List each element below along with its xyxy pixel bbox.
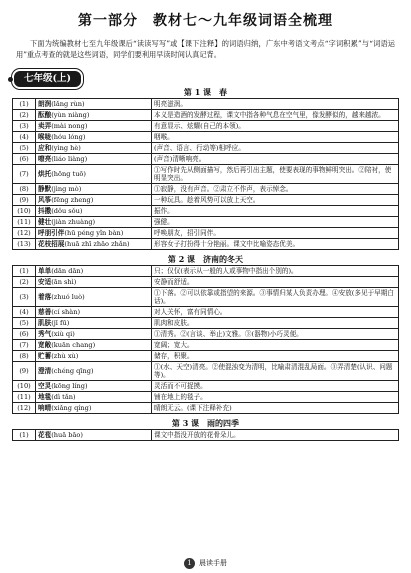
row-word: 秀气(xiù qi) [36,329,152,340]
row-number: (12) [13,228,36,239]
row-number: (2) [13,277,36,288]
table-row [13,307,399,318]
table-row [13,403,399,414]
row-number: (13) [13,239,36,250]
row-definition: 呼唤朋友，招引同伴。 [152,228,399,239]
table-row [13,154,399,165]
row-number: (5) [13,318,36,329]
row-definition: 安静而舒适。 [152,277,399,288]
row-definition: 一种玩具。趁着风势可以放上天空。 [152,195,399,206]
row-definition: ①清秀。②(言谈、举止)文雅。③(器物)小巧灵便。 [152,329,399,340]
row-word: 花苞(huā bāo) [36,430,152,441]
row-definition: 明亮滋润。 [152,99,399,110]
row-definition: 课文中指没开放的花骨朵儿。 [152,430,399,441]
page-title: 第一部分 教材七～九年级词语全梳理 [78,13,333,29]
row-number: (7) [13,165,36,184]
row-definition: 铺在地上的毯子。 [152,392,399,403]
row-definition: ①寂静，没有声音。②肃立不作声，表示悼念。 [152,184,399,195]
row-definition: 有意显示、炫耀(自己的本领)。 [152,121,399,132]
row-definition: 晴朗无云。(课下注释补充) [152,403,399,414]
row-word: 宽敞(kuān chang) [36,340,152,351]
table-row [13,362,399,381]
row-number: (2) [13,110,36,121]
row-word: 风筝(fēng zheng) [36,195,152,206]
table-row [13,329,399,340]
vocab-table [12,98,399,250]
row-word: 空灵(kōng líng) [36,381,152,392]
row-number: (3) [13,121,36,132]
row-number: (8) [13,351,36,362]
row-number: (9) [13,362,36,381]
row-word: 酝酿(yùn niàng) [36,110,152,121]
row-word: 抖擞(dǒu sǒu) [36,206,152,217]
row-definition: 储存，积聚。 [152,351,399,362]
row-definition: 本义是造酒的发酵过程，课文中指各种气息在空气里，像发酵似的，越来越浓。 [152,110,399,121]
page-footer [0,558,411,569]
table-row [13,132,399,143]
row-word: 安适(ān shì) [36,277,152,288]
row-definition: ①下落。②可以依靠或指望的来源。③事情归某人负责办理。④安放(多见于早期白话)。 [152,288,399,307]
table-row [13,381,399,392]
row-word: 慈善(cí shàn) [36,307,152,318]
row-definition: 宽阔；宽大。 [152,340,399,351]
table-row [13,195,399,206]
row-number: (1) [13,266,36,277]
table-row [13,430,399,441]
row-number: (10) [13,206,36,217]
grade-badge: 七年级(上) [12,69,83,89]
row-word: 静默(jìng mò) [36,184,152,195]
row-word: 地毯(dì tǎn) [36,392,152,403]
table-row [13,340,399,351]
table-row [13,318,399,329]
row-definition: 只；仅仅(表示从一般的人或事物中指出个别的)。 [152,266,399,277]
table-row [13,99,399,110]
row-number: (11) [13,392,36,403]
row-number: (12) [13,403,36,414]
row-definition: 咽喉。 [152,132,399,143]
row-word: 应和(yìng hè) [36,143,152,154]
lesson-title: 第 3 课 雨的四季 [171,418,240,428]
row-definition: 灵活而不可捉摸。 [152,381,399,392]
vocab-table [12,265,399,414]
table-row [13,217,399,228]
table-row [13,184,399,195]
lessons-container [0,86,411,441]
table-row [13,110,399,121]
row-number: (4) [13,132,36,143]
table-row [13,228,399,239]
table-row [13,165,399,184]
row-number: (1) [13,430,36,441]
table-row [13,277,399,288]
row-definition: (声音、语言、行动等)相呼应。 [152,143,399,154]
table-row [13,143,399,154]
row-word: 朗润(lǎng rùn) [36,99,152,110]
row-word: 花枝招展(huā zhī zhāo zhǎn) [36,239,152,250]
row-number: (11) [13,217,36,228]
row-definition: ①(水、天空)清亮。②使混浊变为清明，比喻肃清混乱局面。③弄清楚(认识、问题等)。 [152,362,399,381]
row-number: (10) [13,381,36,392]
row-word: 嘹亮(liáo liàng) [36,154,152,165]
row-number: (4) [13,307,36,318]
row-number: (1) [13,99,36,110]
page-number: 1 [184,558,195,569]
table-row [13,351,399,362]
vocab-table [12,429,399,441]
footer-label: 晨读手册 [199,559,227,567]
row-definition: (声音)清晰响亮。 [152,154,399,165]
table-row [13,392,399,403]
row-definition: ①写作时先从侧面描写，然后再引出主题，使要表现的事物鲜明突出。②陪衬，使明显突出。 [152,165,399,184]
row-word: 着落(zhuó luò) [36,288,152,307]
table-row [13,239,399,250]
row-number: (6) [13,329,36,340]
row-number: (8) [13,184,36,195]
row-number: (6) [13,154,36,165]
table-row [13,266,399,277]
row-word: 响晴(xiǎng qíng) [36,403,152,414]
row-word: 贮蓄(zhù xù) [36,351,152,362]
grade-row [12,66,411,84]
row-number: (3) [13,288,36,307]
row-definition: 肌肉和皮肤。 [152,318,399,329]
row-definition: 强健。 [152,217,399,228]
row-word: 烘托(hōng tuō) [36,165,152,184]
table-row [13,206,399,217]
row-word: 卖弄(mài nong) [36,121,152,132]
row-definition: 形容女子打扮得十分艳丽。课文中比喻姿态优美。 [152,239,399,250]
row-word: 单单(dān dān) [36,266,152,277]
intro-paragraph: 下面为统编教材七至九年级课后“读读写写”或【课下注释】的词语归纳，广东中考语文考点“字词积累”与“词语运用”重点考查的就是这些词语，同学们要利用早读时间认真记背。 [16,39,395,59]
row-definition: 对人关怀，富有同情心。 [152,307,399,318]
row-word: 喉咙(hóu lóng) [36,132,152,143]
row-word: 肌肤(jī fū) [36,318,152,329]
row-number: (9) [13,195,36,206]
row-definition: 振作。 [152,206,399,217]
row-word: 健壮(jiàn zhuàng) [36,217,152,228]
row-word: 呼朋引伴(hū péng yǐn bàn) [36,228,152,239]
lesson-title: 第 1 课 春 [183,87,228,97]
row-number: (7) [13,340,36,351]
table-row [13,121,399,132]
table-row [13,288,399,307]
row-word: 澄清(chéng qīng) [36,362,152,381]
lesson-title: 第 2 课 济南的冬天 [167,254,244,264]
row-number: (5) [13,143,36,154]
